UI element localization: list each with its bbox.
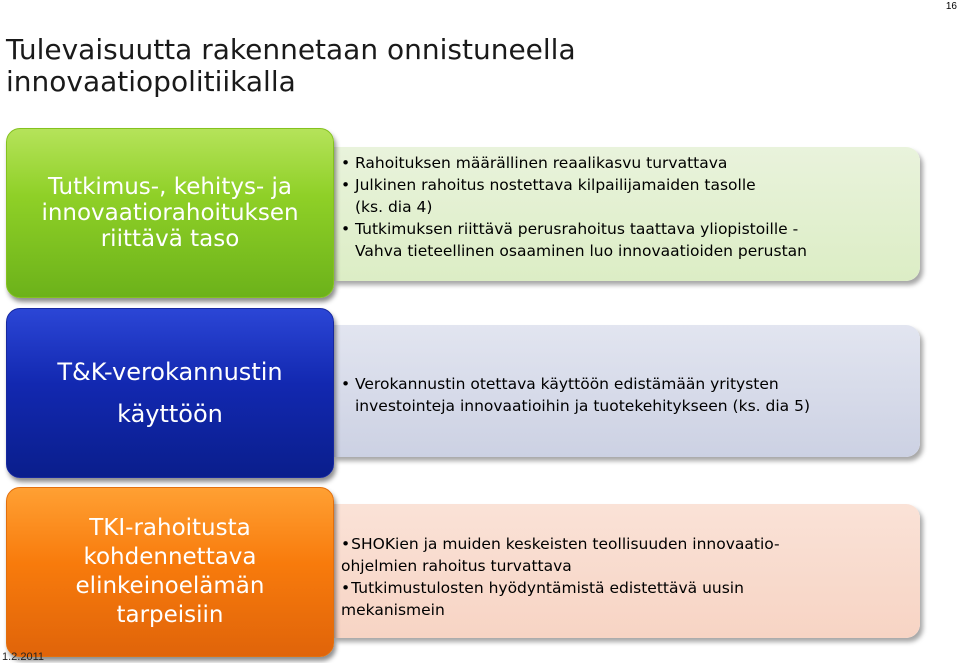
bullet-icon: •: [341, 579, 351, 597]
list-item-continuation: Vahva tieteellinen osaaminen luo innovaatioiden perustan: [355, 242, 807, 260]
list-item-continuation: investointeja innovaatioihin ja tuotekehitykseen (ks. dia 5): [355, 397, 810, 415]
list-item-text: SHOKien ja muiden keskeisten teollisuuden innovaatio-: [351, 535, 780, 553]
bullet-icon: •: [341, 535, 351, 553]
tax-incentive-bullet-list: [341, 373, 916, 417]
tax-incentive-row: [0, 308, 960, 480]
slide-title: [6, 34, 576, 98]
list-item-text: Julkinen rahoitus nostettava kilpailijamaiden tasolle: [355, 176, 756, 194]
list-item-continuation: mekanismein: [341, 601, 445, 619]
list-item: [341, 174, 916, 218]
industry-targeting-bullet-list: [341, 533, 916, 621]
funding-bullet-list: [341, 152, 916, 262]
funding-label-box: [6, 128, 334, 298]
list-item-continuation: (ks. dia 4): [355, 198, 433, 216]
industry-targeting-details-box: [333, 504, 920, 638]
industry-targeting-label: TKI-rahoitusta kohdennettava elinkeinoelämän tarpeisiin: [75, 515, 265, 628]
list-item-text: Tutkimuksen riittävä perusrahoitus taattava yliopistoille -: [355, 220, 799, 238]
list-item: [341, 577, 916, 621]
list-item-text: Tutkimustulosten hyödyntämistä edistettävä uusin: [351, 579, 744, 597]
industry-targeting-row: [0, 487, 960, 659]
slide-title-text: Tulevaisuutta rakennetaan onnistuneella innovaatiopolitiikalla: [6, 33, 576, 98]
funding-label: Tutkimus-, kehitys- ja innovaatiorahoituksen riittävä taso: [41, 174, 299, 252]
list-item-text: Verokannustin otettava käyttöön edistämään yritysten: [355, 375, 779, 393]
funding-details-box: [333, 147, 920, 281]
slide-date: 1.2.2011: [2, 651, 45, 663]
tax-incentive-label: T&K-verokannustin käyttöön: [57, 358, 283, 428]
tax-incentive-details-box: [333, 325, 920, 457]
list-item: [341, 533, 916, 577]
industry-targeting-label-box: [6, 487, 334, 657]
list-item: [341, 373, 916, 417]
funding-row: [0, 128, 960, 300]
list-item: • Rahoituksen määrällinen reaalikasvu turvattava: [341, 152, 916, 174]
list-item: [341, 218, 916, 262]
tax-incentive-label-box: [6, 308, 334, 478]
page-number: 16: [945, 1, 957, 12]
list-item-continuation: ohjelmien rahoitus turvattava: [341, 557, 572, 575]
